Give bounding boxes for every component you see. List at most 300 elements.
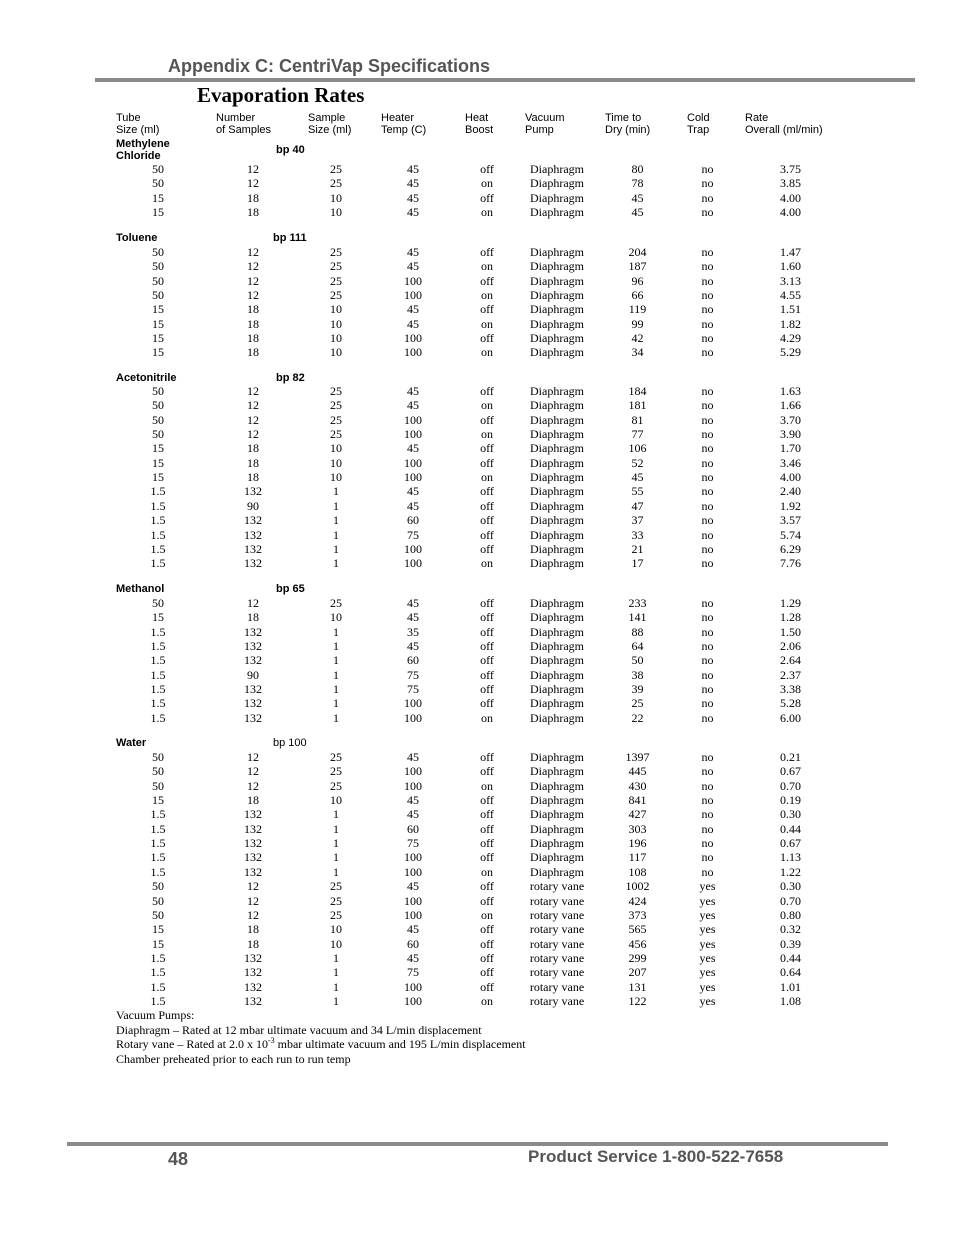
cell-time-to-dry: 80 xyxy=(631,162,644,176)
table-row xyxy=(0,384,954,398)
cell-time-to-dry: 427 xyxy=(628,807,647,822)
cell-rate-overall: 1.22 xyxy=(780,864,801,879)
cell-time-to-dry: 78 xyxy=(631,176,644,191)
cell-heat-boost: off xyxy=(480,850,494,865)
cell-rate-overall: 1.82 xyxy=(780,316,801,331)
cell-number-of-samples: 132 xyxy=(244,821,262,836)
cell-heat-boost: off xyxy=(480,807,494,822)
footer-rule xyxy=(67,1142,888,1146)
cell-cold-trap: yes xyxy=(699,950,716,965)
cell-tube-size: 1.5 xyxy=(150,864,166,879)
table-row xyxy=(0,965,954,979)
cell-sample-size: 25 xyxy=(330,412,342,427)
cell-tube-size: 15 xyxy=(152,441,164,456)
cell-rate-overall: 1.66 xyxy=(780,398,801,413)
cell-rate-overall: 1.51 xyxy=(780,302,801,317)
cell-vacuum-pump: Diaphragm xyxy=(530,610,584,625)
cell-tube-size: 1.5 xyxy=(150,667,166,682)
cell-sample-size: 10 xyxy=(330,470,342,485)
cell-cold-trap: no xyxy=(701,190,714,205)
cell-heater-temp: 45 xyxy=(407,176,419,191)
cell-heater-temp: 100 xyxy=(404,893,422,908)
cell-number-of-samples: 12 xyxy=(247,427,259,442)
cell-number-of-samples: 90 xyxy=(247,498,259,513)
cell-tube-size: 15 xyxy=(152,345,164,360)
table-row xyxy=(0,682,954,696)
table-row xyxy=(0,894,954,908)
cell-heater-temp: 100 xyxy=(404,710,422,725)
cell-sample-size: 1 xyxy=(333,993,339,1008)
table-row xyxy=(0,822,954,836)
cell-time-to-dry: 424 xyxy=(628,893,647,908)
cell-heater-temp: 35 xyxy=(407,624,419,639)
cell-vacuum-pump: Diaphragm xyxy=(530,190,584,205)
cell-time-to-dry: 38 xyxy=(631,667,644,682)
cell-heat-boost: on xyxy=(481,259,493,274)
cell-time-to-dry: 96 xyxy=(631,273,644,288)
cell-number-of-samples: 132 xyxy=(244,513,262,528)
cell-vacuum-pump: Diaphragm xyxy=(530,470,584,485)
cell-sample-size: 1 xyxy=(333,965,339,980)
cell-vacuum-pump: rotary vane xyxy=(529,879,585,894)
cell-time-to-dry: 445 xyxy=(628,764,647,779)
cell-tube-size: 15 xyxy=(152,205,164,220)
table-row xyxy=(0,413,954,427)
cell-tube-size: 1.5 xyxy=(150,710,166,725)
cell-sample-size: 25 xyxy=(330,764,342,779)
cell-rate-overall: 0.80 xyxy=(780,907,801,922)
cell-time-to-dry: 45 xyxy=(631,190,644,205)
cell-time-to-dry: 430 xyxy=(628,778,647,793)
cell-sample-size: 1 xyxy=(333,541,339,556)
cell-cold-trap: no xyxy=(701,513,714,528)
cell-sample-size: 25 xyxy=(330,893,342,908)
cell-sample-size: 1 xyxy=(333,527,339,542)
cell-sample-size: 25 xyxy=(330,879,342,894)
cell-time-to-dry: 204 xyxy=(628,245,647,259)
cell-tube-size: 15 xyxy=(152,190,164,205)
cell-tube-size: 1.5 xyxy=(150,850,166,865)
cell-sample-size: 25 xyxy=(330,427,342,442)
cell-heat-boost: off xyxy=(480,273,494,288)
cell-heat-boost: off xyxy=(480,750,494,764)
table-row xyxy=(0,317,954,331)
cell-number-of-samples: 132 xyxy=(244,527,262,542)
cell-heater-temp: 45 xyxy=(407,398,419,413)
cell-heater-temp: 100 xyxy=(404,273,422,288)
page-title: Evaporation Rates xyxy=(197,83,365,107)
cell-cold-trap: no xyxy=(701,850,714,865)
cell-heater-temp: 100 xyxy=(404,412,422,427)
table-row xyxy=(0,513,954,527)
cell-rate-overall: 5.29 xyxy=(780,345,801,360)
cell-rate-overall: 6.29 xyxy=(780,541,801,556)
table-row xyxy=(0,162,954,176)
cell-cold-trap: no xyxy=(701,316,714,331)
table-row xyxy=(0,865,954,879)
section-solvent-name: Methanol xyxy=(116,583,165,595)
cell-time-to-dry: 141 xyxy=(628,610,647,625)
cell-rate-overall: 2.06 xyxy=(780,639,801,654)
cell-tube-size: 50 xyxy=(152,412,164,427)
cell-vacuum-pump: Diaphragm xyxy=(530,513,584,528)
cell-cold-trap: no xyxy=(701,682,714,697)
cell-rate-overall: 4.00 xyxy=(780,205,801,220)
cell-cold-trap: no xyxy=(701,162,714,176)
table-row xyxy=(0,639,954,653)
cell-sample-size: 25 xyxy=(330,778,342,793)
cell-sample-size: 1 xyxy=(333,667,339,682)
cell-heat-boost: off xyxy=(480,667,494,682)
cell-tube-size: 50 xyxy=(152,273,164,288)
table-row xyxy=(0,398,954,412)
cell-number-of-samples: 18 xyxy=(247,922,259,937)
cell-number-of-samples: 18 xyxy=(247,316,259,331)
cell-cold-trap: no xyxy=(701,750,714,764)
cell-heater-temp: 45 xyxy=(407,484,419,499)
cell-sample-size: 25 xyxy=(330,162,342,176)
cell-tube-size: 15 xyxy=(152,470,164,485)
cell-vacuum-pump: Diaphragm xyxy=(530,384,584,398)
cell-heat-boost: on xyxy=(481,345,493,360)
col-header-heat-boost: Heat Boost xyxy=(465,112,494,136)
cell-vacuum-pump: Diaphragm xyxy=(530,162,584,176)
cell-vacuum-pump: Diaphragm xyxy=(530,807,584,822)
cell-number-of-samples: 18 xyxy=(247,470,259,485)
cell-heater-temp: 100 xyxy=(404,455,422,470)
cell-tube-size: 1.5 xyxy=(150,624,166,639)
cell-number-of-samples: 12 xyxy=(247,893,259,908)
cell-heater-temp: 100 xyxy=(404,345,422,360)
cell-heat-boost: off xyxy=(480,893,494,908)
cell-tube-size: 15 xyxy=(152,302,164,317)
cell-sample-size: 25 xyxy=(330,259,342,274)
cell-sample-size: 25 xyxy=(330,288,342,303)
cell-number-of-samples: 132 xyxy=(244,624,262,639)
cell-sample-size: 1 xyxy=(333,807,339,822)
table-row xyxy=(0,456,954,470)
cell-tube-size: 1.5 xyxy=(150,498,166,513)
cell-number-of-samples: 12 xyxy=(247,176,259,191)
cell-heat-boost: off xyxy=(480,965,494,980)
table-row xyxy=(0,528,954,542)
cell-number-of-samples: 18 xyxy=(247,610,259,625)
notes-rotary-vane: Rotary vane – Rated at 2.0 x $10^{-3}$ mbar ultimate vacuum and 195 L/min displacement xyxy=(116,1036,526,1051)
cell-heater-temp: 100 xyxy=(404,778,422,793)
cell-vacuum-pump: Diaphragm xyxy=(530,331,584,346)
section-boiling-point: bp 82 xyxy=(276,372,305,384)
cell-time-to-dry: 33 xyxy=(631,527,644,542)
cell-cold-trap: no xyxy=(701,345,714,360)
cell-rate-overall: 4.00 xyxy=(780,190,801,205)
cell-number-of-samples: 132 xyxy=(244,950,262,965)
cell-time-to-dry: 45 xyxy=(631,205,644,220)
cell-heat-boost: on xyxy=(481,205,493,220)
cell-rate-overall: 4.29 xyxy=(780,331,801,346)
cell-cold-trap: no xyxy=(701,836,714,851)
section-solvent-name: Acetonitrile xyxy=(116,372,177,384)
cell-vacuum-pump: rotary vane xyxy=(529,922,585,937)
cell-rate-overall: 0.30 xyxy=(780,807,801,822)
table-row xyxy=(0,556,954,570)
cell-vacuum-pump: Diaphragm xyxy=(530,345,584,360)
cell-tube-size: 1.5 xyxy=(150,513,166,528)
cell-rate-overall: 0.19 xyxy=(780,793,801,808)
cell-number-of-samples: 18 xyxy=(247,441,259,456)
cell-number-of-samples: 132 xyxy=(244,696,262,711)
cell-tube-size: 1.5 xyxy=(150,682,166,697)
table-row xyxy=(0,764,954,778)
cell-number-of-samples: 18 xyxy=(247,455,259,470)
col-header-number-of-samples: Number of Samples xyxy=(216,112,272,136)
cell-vacuum-pump: rotary vane xyxy=(529,950,585,965)
cell-heat-boost: on xyxy=(481,864,493,879)
cell-number-of-samples: 18 xyxy=(247,302,259,317)
cell-heat-boost: off xyxy=(480,624,494,639)
cell-sample-size: 1 xyxy=(333,950,339,965)
cell-rate-overall: 3.70 xyxy=(780,412,801,427)
cell-heater-temp: 100 xyxy=(404,993,422,1008)
cell-rate-overall: 3.75 xyxy=(780,162,801,176)
cell-heater-temp: 45 xyxy=(407,245,419,259)
cell-heat-boost: on xyxy=(481,470,493,485)
cell-sample-size: 25 xyxy=(330,750,342,764)
cell-time-to-dry: 39 xyxy=(631,682,644,697)
cell-time-to-dry: 373 xyxy=(628,907,647,922)
cell-time-to-dry: 207 xyxy=(628,965,647,980)
cell-heat-boost: on xyxy=(481,778,493,793)
cell-time-to-dry: 99 xyxy=(631,316,644,331)
cell-heat-boost: on xyxy=(481,398,493,413)
cell-sample-size: 1 xyxy=(333,624,339,639)
cell-number-of-samples: 132 xyxy=(244,556,262,571)
cell-vacuum-pump: Diaphragm xyxy=(530,793,584,808)
cell-vacuum-pump: Diaphragm xyxy=(530,176,584,191)
cell-tube-size: 15 xyxy=(152,316,164,331)
cell-tube-size: 1.5 xyxy=(150,821,166,836)
cell-heat-boost: on xyxy=(481,288,493,303)
cell-time-to-dry: 303 xyxy=(628,821,647,836)
cell-sample-size: 25 xyxy=(330,176,342,191)
cell-heat-boost: on xyxy=(481,993,493,1008)
cell-vacuum-pump: Diaphragm xyxy=(530,850,584,865)
cell-sample-size: 1 xyxy=(333,864,339,879)
cell-cold-trap: no xyxy=(701,498,714,513)
cell-tube-size: 1.5 xyxy=(150,484,166,499)
cell-sample-size: 1 xyxy=(333,821,339,836)
cell-cold-trap: yes xyxy=(699,979,716,994)
cell-heat-boost: off xyxy=(480,484,494,499)
table-row xyxy=(0,625,954,639)
cell-tube-size: 15 xyxy=(152,936,164,951)
cell-cold-trap: no xyxy=(701,484,714,499)
cell-tube-size: 50 xyxy=(152,879,164,894)
cell-vacuum-pump: Diaphragm xyxy=(530,556,584,571)
cell-number-of-samples: 12 xyxy=(247,162,259,176)
cell-cold-trap: no xyxy=(701,331,714,346)
cell-time-to-dry: 196 xyxy=(628,836,647,851)
cell-heat-boost: off xyxy=(480,455,494,470)
cell-time-to-dry: 187 xyxy=(628,259,647,274)
cell-cold-trap: no xyxy=(701,527,714,542)
table-row xyxy=(0,596,954,610)
cell-time-to-dry: 37 xyxy=(631,513,644,528)
cell-tube-size: 1.5 xyxy=(150,541,166,556)
cell-heat-boost: off xyxy=(480,331,494,346)
cell-heat-boost: off xyxy=(480,498,494,513)
cell-rate-overall: 1.70 xyxy=(780,441,801,456)
cell-sample-size: 10 xyxy=(330,205,342,220)
cell-vacuum-pump: Diaphragm xyxy=(530,498,584,513)
cell-vacuum-pump: Diaphragm xyxy=(530,710,584,725)
cell-tube-size: 1.5 xyxy=(150,556,166,571)
section-solvent-name: Toluene xyxy=(116,232,158,244)
cell-number-of-samples: 18 xyxy=(247,205,259,220)
cell-rate-overall: 3.13 xyxy=(780,273,801,288)
cell-rate-overall: 1.01 xyxy=(780,979,801,994)
cell-tube-size: 1.5 xyxy=(150,807,166,822)
cell-rate-overall: 1.50 xyxy=(780,624,801,639)
cell-heat-boost: on xyxy=(481,176,493,191)
cell-heat-boost: off xyxy=(480,245,494,259)
cell-tube-size: 1.5 xyxy=(150,836,166,851)
cell-time-to-dry: 108 xyxy=(628,864,647,879)
table-row xyxy=(0,922,954,936)
cell-heat-boost: off xyxy=(480,936,494,951)
section-boiling-point: bp 65 xyxy=(276,583,305,595)
cell-vacuum-pump: Diaphragm xyxy=(530,455,584,470)
cell-heat-boost: off xyxy=(480,610,494,625)
appendix-header: Appendix C: CentriVap Specifications xyxy=(168,56,491,76)
table-row xyxy=(0,850,954,864)
cell-sample-size: 10 xyxy=(330,441,342,456)
cell-heat-boost: on xyxy=(481,710,493,725)
cell-sample-size: 25 xyxy=(330,398,342,413)
table-row xyxy=(0,176,954,190)
table-row xyxy=(0,302,954,316)
cell-rate-overall: 0.39 xyxy=(780,936,801,951)
cell-tube-size: 50 xyxy=(152,750,164,764)
table-row xyxy=(0,807,954,821)
cell-cold-trap: no xyxy=(701,696,714,711)
table-row xyxy=(0,711,954,725)
cell-heater-temp: 100 xyxy=(404,541,422,556)
cell-time-to-dry: 21 xyxy=(631,541,644,556)
cell-heat-boost: off xyxy=(480,653,494,668)
cell-heater-temp: 45 xyxy=(407,807,419,822)
cell-number-of-samples: 132 xyxy=(244,850,262,865)
cell-tube-size: 15 xyxy=(152,331,164,346)
cell-cold-trap: no xyxy=(701,302,714,317)
cell-vacuum-pump: Diaphragm xyxy=(530,259,584,274)
cell-rate-overall: 0.70 xyxy=(780,778,801,793)
table-row xyxy=(0,653,954,667)
cell-rate-overall: 5.28 xyxy=(780,696,801,711)
cell-vacuum-pump: Diaphragm xyxy=(530,836,584,851)
cell-number-of-samples: 132 xyxy=(244,864,262,879)
cell-number-of-samples: 132 xyxy=(244,979,262,994)
cell-cold-trap: no xyxy=(701,556,714,571)
notes-preheat: Chamber preheated prior to each run to run temp xyxy=(116,1051,351,1066)
cell-heater-temp: 100 xyxy=(404,764,422,779)
table-row xyxy=(0,994,954,1008)
cell-number-of-samples: 132 xyxy=(244,639,262,654)
cell-heat-boost: off xyxy=(480,682,494,697)
cell-tube-size: 50 xyxy=(152,778,164,793)
cell-number-of-samples: 132 xyxy=(244,682,262,697)
table-row xyxy=(0,274,954,288)
cell-heater-temp: 45 xyxy=(407,190,419,205)
cell-cold-trap: no xyxy=(701,412,714,427)
cell-sample-size: 1 xyxy=(333,850,339,865)
table-row xyxy=(0,937,954,951)
cell-cold-trap: no xyxy=(701,667,714,682)
cell-vacuum-pump: Diaphragm xyxy=(530,527,584,542)
cell-cold-trap: no xyxy=(701,176,714,191)
table-row xyxy=(0,793,954,807)
cell-number-of-samples: 90 xyxy=(247,667,259,682)
cell-time-to-dry: 52 xyxy=(631,455,644,470)
cell-heater-temp: 100 xyxy=(404,864,422,879)
cell-cold-trap: no xyxy=(701,764,714,779)
cell-sample-size: 10 xyxy=(330,331,342,346)
cell-time-to-dry: 81 xyxy=(631,412,644,427)
cell-heat-boost: off xyxy=(480,793,494,808)
cell-time-to-dry: 181 xyxy=(628,398,647,413)
cell-heat-boost: off xyxy=(480,764,494,779)
cell-time-to-dry: 42 xyxy=(631,331,644,346)
cell-tube-size: 1.5 xyxy=(150,639,166,654)
cell-number-of-samples: 12 xyxy=(247,273,259,288)
cell-time-to-dry: 131 xyxy=(628,979,647,994)
cell-sample-size: 10 xyxy=(330,936,342,951)
cell-time-to-dry: 565 xyxy=(628,922,647,937)
cell-cold-trap: no xyxy=(701,864,714,879)
cell-rate-overall: 7.76 xyxy=(780,556,801,571)
cell-heater-temp: 45 xyxy=(407,950,419,965)
table-row xyxy=(0,542,954,556)
cell-time-to-dry: 299 xyxy=(628,950,647,965)
cell-cold-trap: no xyxy=(701,821,714,836)
cell-heater-temp: 45 xyxy=(407,259,419,274)
cell-sample-size: 10 xyxy=(330,793,342,808)
cell-number-of-samples: 132 xyxy=(244,965,262,980)
cell-time-to-dry: 184 xyxy=(628,384,647,398)
cell-heater-temp: 45 xyxy=(407,205,419,220)
cell-rate-overall: 3.90 xyxy=(780,427,801,442)
cell-tube-size: 50 xyxy=(152,259,164,274)
cell-cold-trap: no xyxy=(701,610,714,625)
cell-vacuum-pump: rotary vane xyxy=(529,965,585,980)
cell-tube-size: 50 xyxy=(152,176,164,191)
cell-cold-trap: no xyxy=(701,455,714,470)
cell-time-to-dry: 841 xyxy=(628,793,647,808)
cell-cold-trap: no xyxy=(701,384,714,398)
cell-time-to-dry: 50 xyxy=(631,653,644,668)
cell-time-to-dry: 233 xyxy=(628,596,647,610)
table-row xyxy=(0,879,954,893)
cell-tube-size: 50 xyxy=(152,162,164,176)
cell-rate-overall: 1.08 xyxy=(780,993,801,1008)
cell-number-of-samples: 18 xyxy=(247,793,259,808)
cell-rate-overall: 3.85 xyxy=(780,176,801,191)
cell-rate-overall: 1.28 xyxy=(780,610,801,625)
col-header-vacuum-pump: Vacuum Pump xyxy=(525,112,565,136)
cell-heater-temp: 100 xyxy=(404,907,422,922)
cell-time-to-dry: 77 xyxy=(631,427,644,442)
cell-number-of-samples: 12 xyxy=(247,778,259,793)
cell-heat-boost: off xyxy=(480,441,494,456)
